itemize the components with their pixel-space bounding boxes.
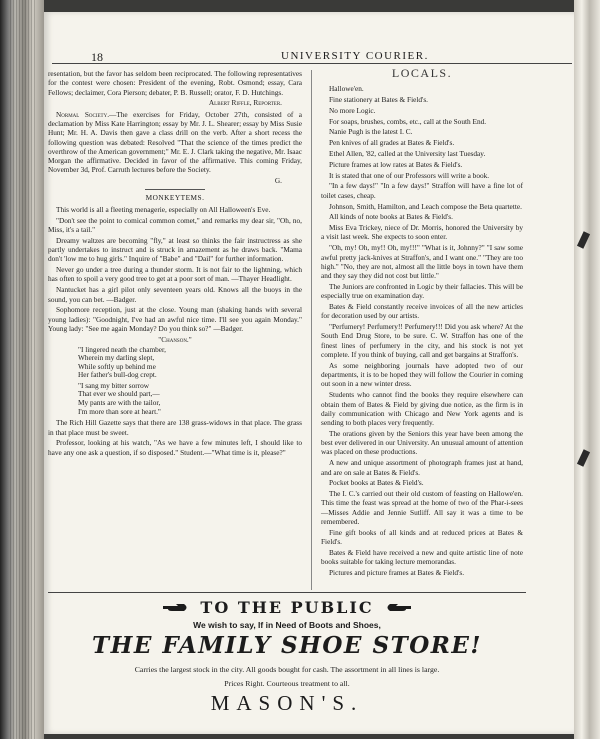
locals-title: LOCALS. xyxy=(391,66,453,80)
local-item: Fine stationery at Bates & Field's. xyxy=(329,95,428,105)
local-item: Students who cannot find the books they require elsewhere can obtain them of Bates & Field by giving due notice, as the firm is in daily communication with Chicago and New York agents and is sending to both places very frequently. xyxy=(321,390,523,428)
poem-title: "Chanson." xyxy=(158,335,192,345)
ad-stock-line: Carries the largest stock in the city. All goods bought for cash. The assortment in all lines is large. xyxy=(134,665,440,674)
monkeytems-list xyxy=(48,205,302,333)
page-edge xyxy=(574,0,600,739)
ad-store-name: THE FAMILY SHOE STORE! xyxy=(92,632,482,659)
local-item: A new and unique assortment of photograph frames just at hand, and are on sale at Bates & Field's. xyxy=(321,458,523,477)
normal-society-lead: Normal Society. xyxy=(56,109,110,119)
local-item: The I. C.'s carried out their old custom of feasting on Hallowe'en. This time the feast was spread at the home of two of the Phar-i-sees—Misses Addie and Jennie Sutliff. All say it was a time to be remembered. xyxy=(321,489,523,527)
continued-paragraph: resentation, but the favor has seldom been reciprocated. The following representatives for the contest were chosen: President of the evening, Robt. Osmond; essay, Cara Fellows; declaimer, Cora Pierson; debater, P. B. Russell; orator, F. D. Hutchings. xyxy=(48,69,302,97)
local-item: Bates & Field constantly receive invoices of all the new articles for decoration used by our artists. xyxy=(321,302,523,321)
society-signature: G. xyxy=(274,176,282,186)
page-number: 18 xyxy=(91,50,103,64)
poem-line: "I sang my bitter sorrow xyxy=(78,380,150,390)
local-item: Picture frames at low rates at Bates & Field's. xyxy=(329,159,463,169)
local-item: "In a few days!" "In a few days!" Straffon will have a fine lot of toilet cases, cheap. xyxy=(321,181,523,200)
ad-prices-line: Prices Right. Courteous treatment to all. xyxy=(224,679,350,688)
local-item: "Oh, my! Oh, my!! Oh, my!!!" "What is it, Johnny?" "I saw some awful pretty jack-knives at Straffon's, and I want one." "They are too high." "No, they are not, almost all the little boys in town have them and they say they did not cost but little." xyxy=(321,243,523,281)
local-item: Pen knives of all grades at Bates & Field's. xyxy=(329,138,455,148)
ad-headline-row xyxy=(48,598,526,617)
advertisement xyxy=(48,592,526,717)
normal-society-paragraph xyxy=(48,110,302,175)
monkeytems-item: The Rich Hill Gazette says that there are 138 grass-widows in that place. The grass in that place must be sweet. xyxy=(48,418,302,437)
ad-tagline: We wish to say, If in Need of Boots and Shoes, xyxy=(193,620,381,630)
local-item: Ethel Allen, '82, called at the University last Tuesday. xyxy=(329,149,486,159)
local-item: It is stated that one of our Professors will write a book. xyxy=(329,170,490,180)
right-column xyxy=(321,66,523,579)
left-column xyxy=(48,69,302,458)
monkeytems-item: Dreamy waltzes are becoming "fly," at least so thinks the fair instructress as she partly undertakes to instruct and is struck in amazement as he draws back. "Mama don't 'low me to hug girls." Inquire of "Babe" and "Dail" for further information. xyxy=(48,235,302,264)
local-item: All kinds of note books at Bates & Field's. xyxy=(329,212,453,222)
section-rule xyxy=(145,189,205,190)
local-item: The Juniors are confronted in Logic by their fallacies. This will be especially true on examination day. xyxy=(321,281,523,301)
monkeytems-item: "Don't see the point to comical common comet," and remarks my dear sir, "Oh, no, Miss, it's a tail." xyxy=(48,215,302,234)
poem-line: My pants are with the tailor, xyxy=(78,398,161,408)
normal-society-text: —The exercises for Friday, October 27th, consisted of a declamation by Miss Kate Harrington; essay by Mr. J. L. Shearer; essay by Miss Susie Hunt; Mr. H. A. Davis then gave a class drill on the verb. After a short recess the following question was debated: Resolved "That the science of the times predict the overthrow of the American government;" Mr. E. J. Clark taking the negative, Mr. Isaac Morgan the affirmative. Decided in favor of the affirmative. This coming Friday, November 3d, Prof. Carruth lectures before the Society. xyxy=(48,109,302,175)
monkeytems-item: Never go under a tree during a thunder storm. It is not fair to the lightning, which has often to spoil a very good tree to get at a poor sort of man. —Thayer Headlight. xyxy=(48,265,302,284)
poem-line: "I lingered neath the chamber, xyxy=(78,344,166,354)
monkeytems-item: Professor, looking at his watch, "As we have a few minutes left, I should like to have any one ask a question, if so disposed." Student.—"What time is it, please?" xyxy=(48,438,302,457)
poem-stanza xyxy=(78,346,302,380)
local-item: Johnson, Smith, Hamilton, and Leach compose the Beta quartette. xyxy=(329,201,522,211)
pointing-hand-right-icon xyxy=(162,603,190,612)
locals-list xyxy=(321,84,523,577)
local-item: Nanie Pugh is the latest I. C. xyxy=(329,127,413,137)
local-item: "Perfumery! Perfumery!! Perfumery!!! Did you ask where? At the South End Drug Store, to be sure. C. W. Straffon has one of the finest lines of perfumery in the city, and his stock is not yet complete. If you think of buying, call and get bargains at Straffon's. xyxy=(321,322,523,360)
book-binding xyxy=(0,0,44,739)
ad-headline: TO THE PUBLIC xyxy=(200,598,374,617)
monkeytems-title: MONKEYTEMS. xyxy=(145,192,205,202)
ad-brand: MASON'S. xyxy=(210,691,364,715)
monkeytems-item: Nantucket has a girl pilot only seventeen years old. Knows all the buoys in the sound, you can bet. —Badger. xyxy=(48,285,302,304)
poem-line: That ever we should part,— xyxy=(78,389,160,399)
local-item: Bates & Field have received a new and quite artistic line of note books suitable for taking lecture memorandas. xyxy=(321,547,523,567)
pointing-hand-left-icon xyxy=(384,603,412,612)
header-rule xyxy=(52,63,572,64)
poem-line: Wherein my darling slept, xyxy=(78,353,155,363)
column-divider xyxy=(311,70,312,590)
monkeytems-item: This world is all a fleeting menagerie, especially on All Halloween's Eve. xyxy=(56,204,271,214)
running-title: UNIVERSITY COURIER. xyxy=(281,50,429,62)
poem-stanza xyxy=(78,382,302,416)
local-item: Pictures and picture frames at Bates & Field's. xyxy=(329,568,465,578)
local-item: As some neighboring journals have adopted two of our departments, it is to be hoped they will follow the Courier in coming out soon in a new winter dress. xyxy=(321,360,523,389)
page-header xyxy=(91,50,571,70)
poem-line: I'm more than sore at heart." xyxy=(78,406,161,416)
local-item: The orations given by the Seniors this year have been among the best ever delivered in our University. An unusual amount of attention was placed on these productions. xyxy=(321,428,523,457)
monkeytems-item: Sophomore reception, just at the close. Young man (shaking hands with several young ladies): "Goodnight, I've had an awful nice time. I'll see you again Monday." Young lady: "See me again Monday? Do you think so?" —Badger. xyxy=(48,305,302,333)
local-item: No more Logic. xyxy=(329,105,376,115)
poem-line: While softly up behind me xyxy=(78,361,156,371)
ad-rule xyxy=(48,592,526,593)
local-item: For soaps, brushes, combs, etc., call at the South End. xyxy=(329,116,487,126)
local-item: Miss Eva Trickey, niece of Dr. Morris, honored the University by a visit last week. She expects to soon enter. xyxy=(321,223,523,242)
monkeytems-list-continued xyxy=(48,418,302,457)
local-item: Hallowe'en. xyxy=(329,84,364,94)
local-item: Fine gift books of all kinds and at reduced prices at Bates & Field's. xyxy=(321,527,523,547)
local-item: Pocket books at Bates & Field's. xyxy=(329,478,424,488)
poem-line: Her father's bull-dog crept. xyxy=(78,370,157,380)
reporter-signature: Albert Riffle, Reporter. xyxy=(208,98,282,108)
